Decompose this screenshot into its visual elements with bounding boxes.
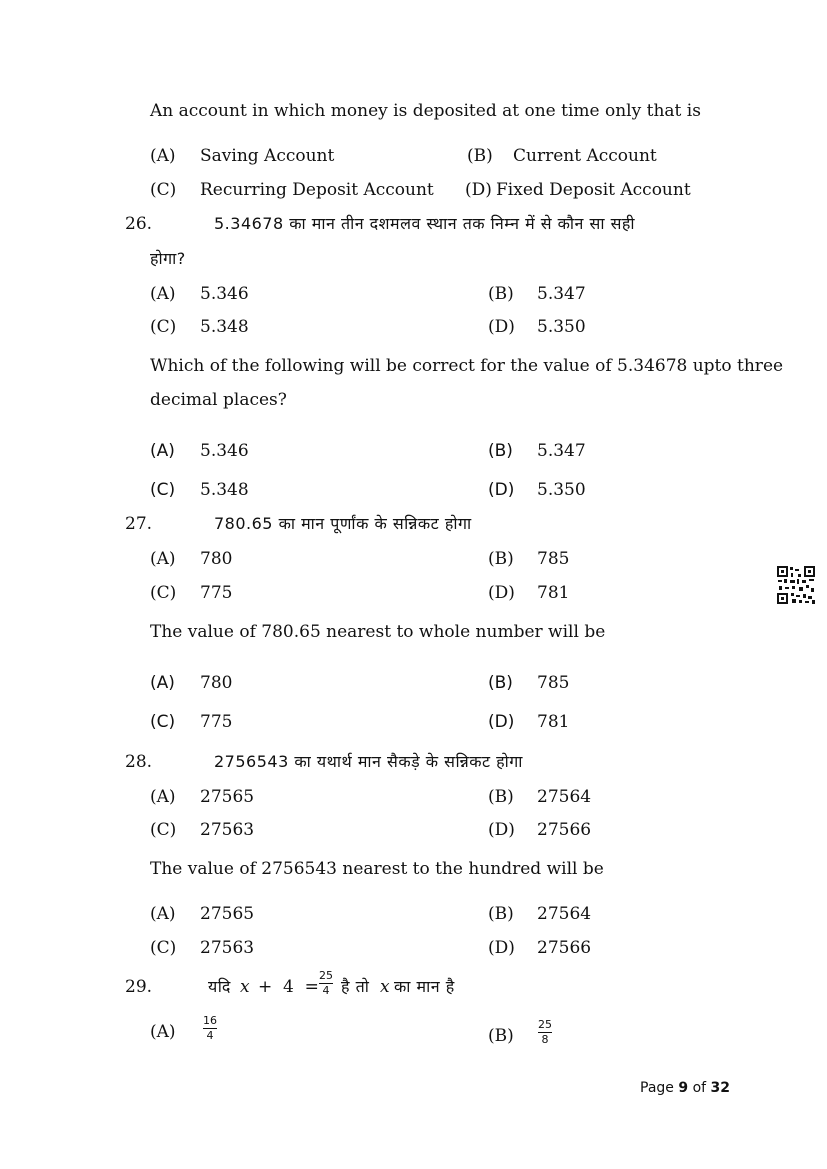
q27-en-option-d-text: 781 — [537, 712, 570, 732]
question-27-number: 27. — [125, 514, 153, 534]
q26-en-option-a-text: 5.346 — [200, 441, 249, 461]
q25-option-c-label: (C) — [150, 180, 177, 200]
question-29-text-mid: है तो — [341, 977, 370, 996]
question-29-fraction-numerator: 25 — [319, 969, 333, 982]
question-28-text-english: The value of 2756543 nearest to the hundred will be — [150, 859, 604, 879]
q26-en-option-c-label: (C) — [150, 480, 176, 500]
q27-hi-option-b-text: 785 — [537, 549, 570, 569]
q27-en-option-d-label: (D) — [488, 712, 515, 732]
q28-hi-option-a-text: 27565 — [200, 787, 255, 807]
question-29-variable-2: x — [380, 977, 390, 997]
q28-en-option-c-label: (C) — [150, 938, 177, 958]
q27-hi-option-c-text: 775 — [200, 583, 233, 603]
question-27-text-english: The value of 780.65 nearest to whole number will be — [150, 622, 606, 642]
q28-en-option-d-text: 27566 — [537, 938, 592, 958]
q26-en-option-d-text: 5.350 — [537, 480, 586, 500]
q28-en-option-a-label: (A) — [150, 904, 176, 924]
q27-hi-option-c-label: (C) — [150, 583, 177, 603]
q29-option-b-numerator: 25 — [538, 1018, 552, 1031]
q29-option-b-label: (B) — [488, 1026, 514, 1046]
q27-en-option-c-text: 775 — [200, 712, 233, 732]
footer-page-number: 9 — [678, 1080, 689, 1096]
question-26-text-hindi-line2: होगा? — [150, 249, 186, 268]
question-29-text-pre: यदि — [208, 977, 231, 996]
q26-hi-option-d-text: 5.350 — [537, 317, 586, 337]
footer-of-word: of — [692, 1080, 707, 1096]
q26-en-option-d-label: (D) — [488, 480, 515, 500]
q26-hi-option-a-label: (A) — [150, 284, 176, 304]
q27-en-option-b-text: 785 — [537, 673, 570, 693]
q25-option-b-label: (B) — [467, 146, 493, 166]
question-26-text-english-line1: Which of the following will be correct for the value of 5.34678 upto three — [150, 356, 784, 376]
question-28-text-hindi: 2756543 का यथार्थ मान सैकड़े के सन्निकट होगा — [214, 752, 523, 771]
q28-en-option-b-label: (B) — [488, 904, 514, 924]
q29-option-a-numerator: 16 — [203, 1014, 217, 1027]
q28-hi-option-c-text: 27563 — [200, 820, 255, 840]
q27-en-option-b-label: (B) — [488, 673, 513, 693]
q26-hi-option-c-label: (C) — [150, 317, 177, 337]
q28-en-option-a-text: 27565 — [200, 904, 255, 924]
footer-total-pages: 32 — [710, 1080, 730, 1096]
q28-en-option-c-text: 27563 — [200, 938, 255, 958]
page-footer — [640, 1080, 730, 1096]
q29-option-a-fraction — [203, 1015, 217, 1042]
q25-option-d-text: Fixed Deposit Account — [496, 180, 691, 200]
q28-en-option-b-text: 27564 — [537, 904, 592, 924]
q27-en-option-a-text: 780 — [200, 673, 233, 693]
q28-hi-option-b-text: 27564 — [537, 787, 592, 807]
q28-hi-option-b-label: (B) — [488, 787, 514, 807]
q26-hi-option-b-label: (B) — [488, 284, 514, 304]
q25-option-a-text: Saving Account — [200, 146, 335, 166]
q28-hi-option-d-label: (D) — [488, 820, 515, 840]
question-26-text-hindi-line1: 5.34678 का मान तीन दशमलव स्थान तक निम्न में से कौन सा सही — [214, 214, 636, 233]
footer-page-word: Page — [640, 1080, 674, 1096]
question-29-fraction-denominator: 4 — [322, 984, 330, 997]
question-26-text-english-line2: decimal places? — [150, 390, 287, 410]
q29-option-a-label: (A) — [150, 1022, 176, 1042]
q29-option-b-denominator: 8 — [541, 1033, 549, 1046]
q26-hi-option-d-label: (D) — [488, 317, 515, 337]
q25-option-c-text: Recurring Deposit Account — [200, 180, 434, 200]
q26-en-option-c-text: 5.348 — [200, 480, 249, 500]
q27-hi-option-a-label: (A) — [150, 549, 176, 569]
q26-en-option-a-label: (A) — [150, 441, 175, 461]
question-29-number: 29. — [125, 977, 153, 997]
q26-en-option-b-label: (B) — [488, 441, 513, 461]
q26-hi-option-a-text: 5.346 — [200, 284, 249, 304]
q27-hi-option-d-text: 781 — [537, 583, 570, 603]
q28-en-option-d-label: (D) — [488, 938, 515, 958]
question-26-number: 26. — [125, 214, 153, 234]
qr-code-icon — [776, 565, 816, 605]
q28-hi-option-c-label: (C) — [150, 820, 177, 840]
question-25-text: An account in which money is deposited at one time only that is — [150, 101, 701, 121]
q27-en-option-c-label: (C) — [150, 712, 176, 732]
q26-hi-option-c-text: 5.348 — [200, 317, 249, 337]
question-28-number: 28. — [125, 752, 153, 772]
q27-hi-option-d-label: (D) — [488, 583, 515, 603]
question-29-variable: x — [240, 977, 250, 997]
q28-hi-option-d-text: 27566 — [537, 820, 592, 840]
q26-en-option-b-text: 5.347 — [537, 441, 586, 461]
q28-hi-option-a-label: (A) — [150, 787, 176, 807]
q27-hi-option-b-label: (B) — [488, 549, 514, 569]
question-27-text-hindi: 780.65 का मान पूर्णांक के सन्निकट होगा — [214, 514, 472, 533]
q27-en-option-a-label: (A) — [150, 673, 175, 693]
q29-option-b-fraction — [538, 1019, 552, 1046]
q25-option-b-text: Current Account — [513, 146, 657, 166]
q25-option-d-label: (D) — [465, 180, 492, 200]
q26-hi-option-b-text: 5.347 — [537, 284, 586, 304]
q29-option-a-denominator: 4 — [206, 1029, 214, 1042]
question-29-fraction — [319, 970, 333, 997]
q25-option-a-label: (A) — [150, 146, 176, 166]
q27-hi-option-a-text: 780 — [200, 549, 233, 569]
question-29-operator: + 4 = — [258, 977, 319, 997]
question-29-text-post: का मान है — [394, 977, 455, 996]
